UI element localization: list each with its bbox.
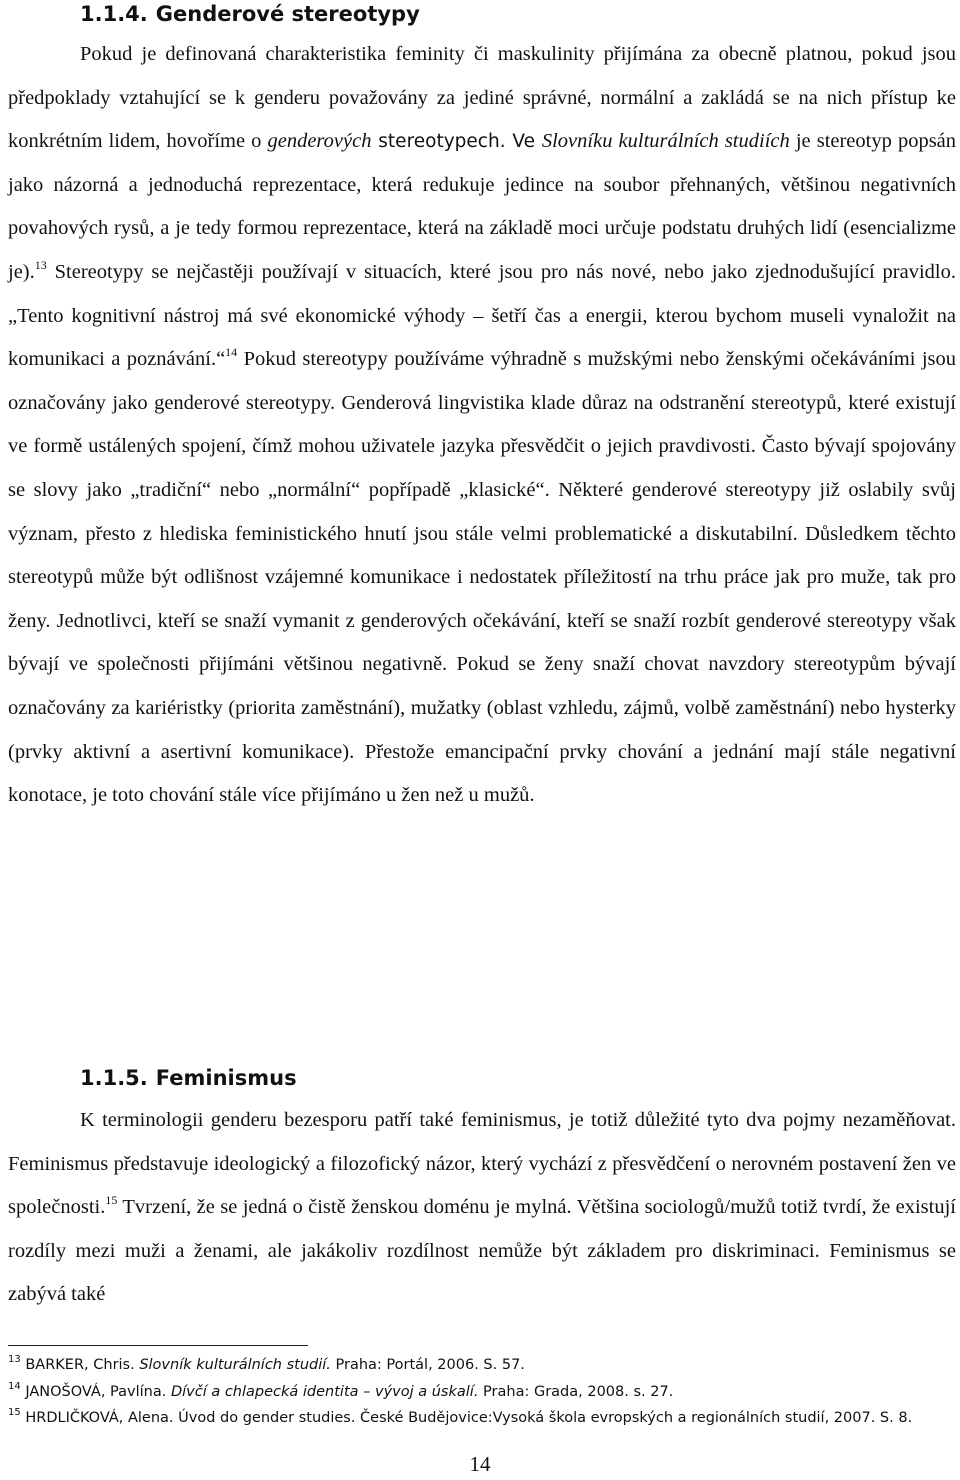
footnote-number: 15	[8, 1407, 21, 1418]
footnote-13	[8, 1352, 956, 1379]
footnote-text: Praha: Portál, 2006. S. 57.	[330, 1357, 525, 1373]
text-run: Pokud stereotypy používáme výhradně s mužskými nebo ženskými očekáváními jsou označovány jako genderové stereotypy. Genderová lingvistika klade důraz na odstranění stereotypů, které existují ve formě ustálených spojení, čímž mohou uživatele jazyka přesvědčit o jejich pravdivosti. Často bývají spojovány se slovy jako „tradiční“ nebo „normální“ popřípadě „klasické“. Některé genderové stereotypy již oslabily svůj význam, přesto z hlediska feministického hnutí jsou stále velmi problematické a diskutabilní. Důsledkem těchto stereotypů může být odlišnost vzájemné komunikace i nedostatek příležitostí na trhu práce jak pro muže, tak pro ženy. Jednotlivci, kteří se snaží vymanit z genderových očekávání, kteří se snaží rozbít genderové stereotypy však bývají ve společnosti přijímáni většinou negativně. Pokud se ženy snaží chovat navzdory stereotypům bývají označovány za kariéristky (priorita zaměstnání), mužatky (oblast vzhledu, zájmů, volbě zaměstnání) nebo hysterky (prvky aktivní a asertivní komunikace). Přestože emancipační prvky chování a jednání mají stále negativní konotace, je toto chování stále více přijímáno u žen než u mužů.	[8, 348, 956, 807]
footnote-title: Dívčí a chlapecká identita – vývoj a úskalí.	[170, 1383, 479, 1400]
section-title: Feminismus	[155, 1066, 297, 1090]
section-number: 1.1.4.	[80, 2, 148, 26]
section-title: Genderové stereotypy	[155, 2, 420, 26]
footnote-ref-15: 15	[105, 1193, 118, 1208]
text-run: Pokud je definovaná charakteristika feminity či maskulinity přijímána za obecně platnou, pokud jsou předpoklady vztahující se k genderu považovány za jediné správné, normální a zakládá se na nich přístup ke konkrétním lidem, hovoříme o	[8, 43, 956, 153]
footnote-number: 14	[8, 1380, 21, 1392]
footnote-14	[8, 1379, 956, 1406]
text-run: Stereotypy se nejčastěji používají v situacích, které jsou pro nás nové, nebo jako zjednodušující pravidlo. „Tento kognitivní nástroj má své ekonomické výhody – šetří čas a energii, kterou bychom museli vynaložit na komunikaci a poznávání.“	[8, 260, 956, 371]
italic-title: Slovníku kulturálních studiích	[541, 130, 790, 153]
italic-term: genderových	[267, 130, 372, 153]
footnote-ref-13: 13	[34, 257, 47, 272]
footnote-text: JANOŠOVÁ, Pavlína.	[25, 1383, 171, 1400]
footnote-text: Praha: Grada, 2008. s. 27.	[478, 1383, 674, 1400]
footnote-text: BARKER, Chris.	[25, 1357, 140, 1373]
section-number: 1.1.5.	[80, 1066, 148, 1090]
footnote-15	[8, 1405, 956, 1432]
text-run: Tvrzení, že se jedná o čistě ženskou doménu je mylná. Většina sociologů/mužů totiž tvrdí, že existují rozdíly mezi muži a ženami, ale jakákoliv rozdílnost nemůže být základem pro diskriminaci. Feminismus se zabývá také	[8, 1196, 956, 1306]
footnote-number: 13	[8, 1354, 21, 1365]
footnote-divider	[8, 1345, 308, 1346]
footnote-text: HRDLIČKOVÁ, Alena. Úvod do gender studies. České Budějovice:Vysoká škola evropských a regionálních studií, 2007. S. 8.	[25, 1410, 913, 1426]
text-run: je stereotyp popsán jako názorná a jednoduchá reprezentace, která redukuje jedince na soubor přehnaných, většinou negativních povahových rysů, a je tedy formou reprezentace, která na základě moci určuje podstatu druhých lidí (esencializme je).	[8, 130, 957, 283]
section-heading-feminism	[80, 1065, 297, 1091]
paragraph-gender-stereotypes	[8, 33, 956, 818]
page-number: 14	[469, 1452, 491, 1476]
footnote-ref-14: 14	[225, 345, 238, 360]
footnotes	[8, 1352, 956, 1432]
footnote-title: Slovník kulturálních studií.	[139, 1357, 331, 1373]
paragraph-feminism	[8, 1099, 956, 1317]
text-run: K terminologii genderu bezesporu patří také feminismus, je totiž důležité tyto dva pojmy nezaměňovat. Feminismus představuje ideologický a filozofický názor, který vychází z přesvědčení o nerovném postavení žen ve společnosti.	[8, 1109, 956, 1219]
section-heading-gender-stereotypes	[80, 1, 420, 27]
text-run: stereotypech. Ve	[371, 131, 542, 153]
